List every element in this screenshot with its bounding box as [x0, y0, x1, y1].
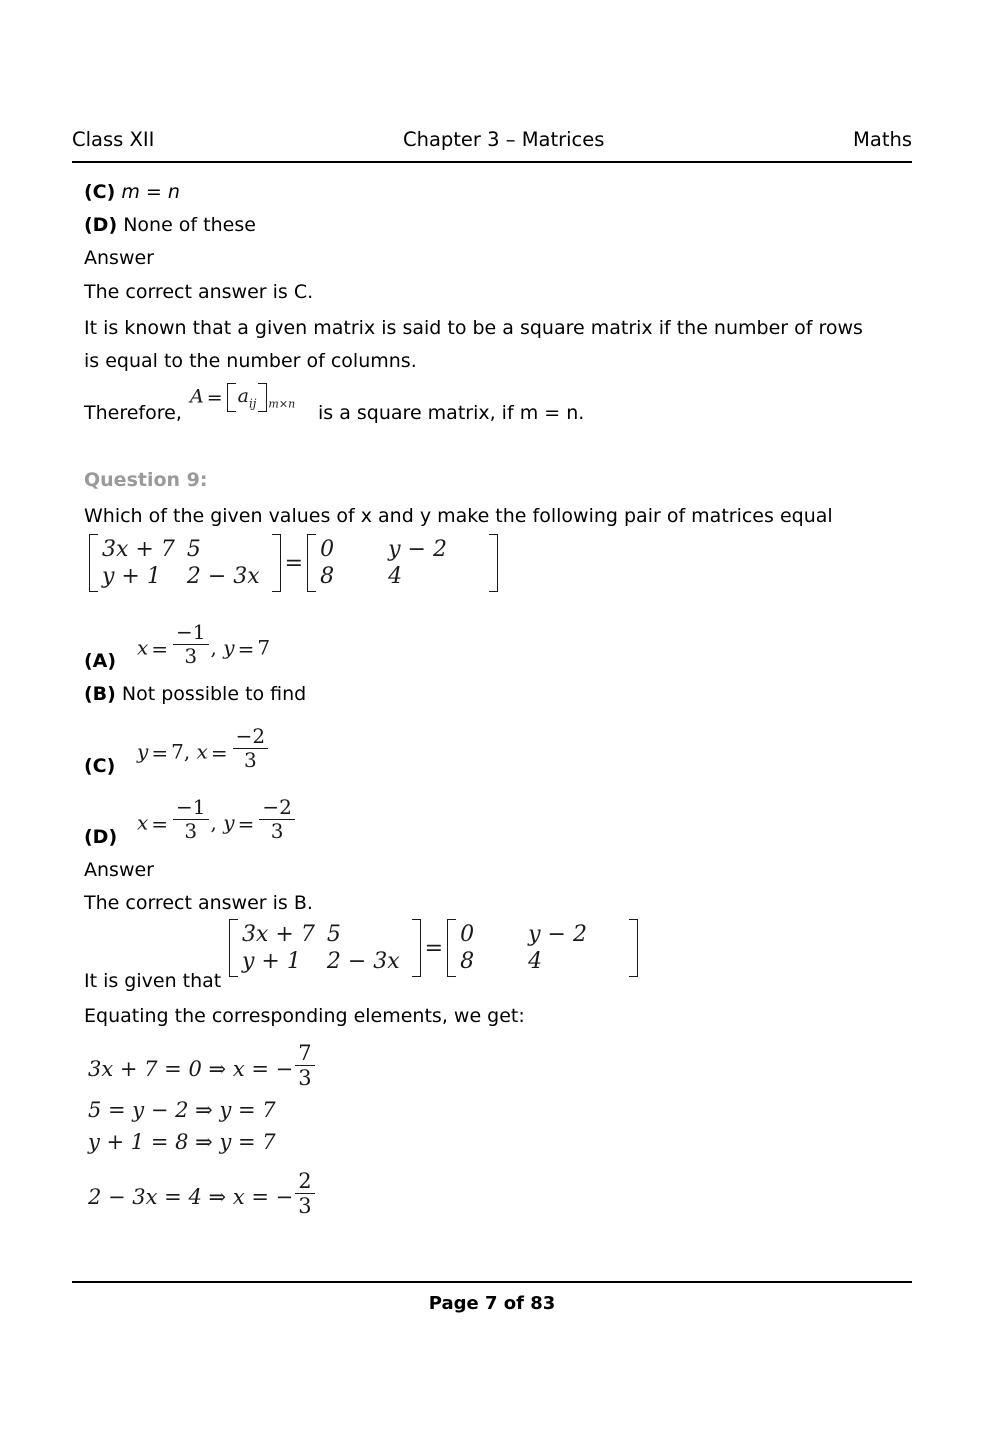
- matrix-cell: 5: [326, 922, 341, 947]
- opt-d-denx: 3: [184, 819, 198, 843]
- solution-equation-4: [88, 1170, 317, 1217]
- opt-c-den: 3: [243, 748, 257, 772]
- matrix-cell: y + 1: [242, 949, 301, 974]
- opt-c-fraction: [233, 726, 268, 771]
- header-class: Class XII: [72, 128, 155, 151]
- option-d-label-2: (D): [84, 826, 118, 848]
- eq2-arrow: ⇒: [195, 1098, 213, 1122]
- opt-c-yval: 7: [171, 739, 184, 764]
- solution-matrix-right: [447, 919, 638, 977]
- opt-c-eq1: =: [151, 741, 169, 766]
- header-chapter: Chapter 3 – Matrices: [402, 128, 605, 151]
- solution-equating-text: Equating the corresponding elements, we get:: [84, 1005, 525, 1027]
- formula-equals: =: [206, 386, 223, 409]
- eq2-rhs: y = 7: [219, 1098, 276, 1122]
- option-c-label: (C): [84, 181, 116, 203]
- eq3-lhs: y + 1 = 8: [88, 1130, 189, 1154]
- square-matrix-formula: [190, 383, 295, 412]
- therefore-prefix: Therefore,: [84, 402, 182, 424]
- formula-A: A: [190, 385, 204, 408]
- answer-label-1: Answer: [84, 247, 154, 269]
- option-c-text: m = n: [121, 181, 180, 203]
- eq4-arrow: ⇒: [208, 1185, 227, 1210]
- correct-answer-c: The correct answer is C.: [84, 281, 314, 303]
- opt-a-eq1: =: [151, 637, 169, 662]
- opt-a-eq2: =: [237, 637, 255, 662]
- eq1-den: 3: [298, 1066, 312, 1091]
- formula-bracket: [227, 383, 268, 412]
- matrix-cell: 3x + 7: [102, 537, 175, 562]
- matrix-cell: 2 − 3x: [326, 949, 400, 974]
- formula-entry-subscript: ij: [248, 396, 257, 411]
- question-option-a-label: [84, 648, 116, 674]
- therefore-line: [84, 400, 182, 426]
- therefore-suffix: is a square matrix, if m = n.: [318, 402, 585, 424]
- opt-d-x: x: [137, 810, 149, 835]
- opt-a-den: 3: [184, 644, 198, 668]
- eq2-lhs: 5 = y − 2: [88, 1098, 189, 1122]
- eq3-arrow: ⇒: [195, 1130, 213, 1154]
- option-d-text: None of these: [123, 214, 256, 236]
- question-option-c-label: [84, 753, 115, 779]
- eq1-fraction: [295, 1042, 314, 1089]
- matrix-cell: y − 2: [388, 537, 447, 562]
- matrix-cell: 0: [460, 922, 475, 947]
- opt-a-yval: 7: [257, 635, 271, 660]
- question-matrix-right: [307, 534, 498, 592]
- eq1-rhs: x = −: [232, 1057, 294, 1082]
- footer-divider: [72, 1281, 912, 1283]
- question-option-c-value: [137, 726, 270, 771]
- matrix-cell: 8: [320, 564, 335, 589]
- header-subject: Maths: [853, 128, 912, 151]
- eq1-lhs: 3x + 7 = 0: [88, 1057, 202, 1082]
- matrix-cell: 8: [460, 949, 475, 974]
- opt-a-num: −1: [173, 622, 208, 645]
- question-matrix-equation: [88, 534, 499, 592]
- formula-entry: a: [237, 385, 249, 407]
- opt-d-eq1: =: [151, 812, 169, 837]
- opt-a-y: y: [223, 635, 235, 660]
- option-c-label-2: (C): [84, 755, 116, 777]
- opt-c-eq2: =: [210, 741, 228, 766]
- opt-c-comma: ,: [183, 739, 197, 764]
- opt-d-numx: −1: [173, 797, 208, 820]
- question-option-b: [84, 681, 306, 707]
- option-b-text: Not possible to find: [121, 683, 307, 705]
- opt-d-fraction-y: [259, 797, 294, 842]
- opt-d-comma: ,: [210, 810, 224, 835]
- header-divider: [72, 161, 912, 163]
- opt-d-eq2: =: [237, 812, 255, 837]
- opt-d-deny: 3: [270, 819, 284, 843]
- eq4-fraction: [295, 1170, 314, 1217]
- eq3-rhs: y = 7: [219, 1130, 276, 1154]
- opt-a-comma: ,: [210, 635, 224, 660]
- eq4-rhs: x = −: [232, 1185, 294, 1210]
- solution-equation-2: [88, 1098, 276, 1122]
- matrix-cell: 0: [320, 537, 335, 562]
- option-b-label: (B): [84, 683, 116, 705]
- solution-equation-3: [88, 1130, 276, 1154]
- solution-equation-1: [88, 1042, 317, 1089]
- eq4-lhs: 2 − 3x = 4: [88, 1185, 202, 1210]
- question-heading: Question 9:: [84, 469, 208, 491]
- option-c-line: [84, 179, 180, 205]
- question-matrix-left: [89, 534, 281, 592]
- matrix-cell: 3x + 7: [242, 922, 315, 947]
- question-option-d-value: [137, 797, 297, 842]
- option-d-label: (D): [84, 214, 118, 236]
- matrix-cell: 5: [186, 537, 201, 562]
- solution-correct-answer: The correct answer is B.: [84, 892, 313, 914]
- matrix-cell: 4: [388, 564, 403, 589]
- matrix-cell: 2 − 3x: [186, 564, 260, 589]
- eq1-num: 7: [295, 1042, 314, 1066]
- question-matrix-operator: =: [284, 550, 304, 576]
- page-header: [72, 128, 912, 151]
- opt-c-x: x: [196, 739, 208, 764]
- question-option-a-value: [137, 622, 270, 667]
- matrix-cell: y − 2: [528, 922, 587, 947]
- solution-matrix-equation: [228, 919, 639, 977]
- opt-c-y: y: [137, 739, 149, 764]
- question-option-d-label: [84, 824, 117, 850]
- solution-matrix-operator: =: [424, 935, 444, 961]
- opt-d-numy: −2: [259, 797, 294, 820]
- explanation-paragraph: It is known that a given matrix is said to be a square matrix if the number of rows is equal to the number of columns.: [84, 317, 863, 372]
- solution-answer-label: Answer: [84, 859, 154, 881]
- matrix-cell: 4: [528, 949, 543, 974]
- solution-matrix-left: [229, 919, 421, 977]
- opt-d-y: y: [223, 810, 235, 835]
- footer-page-number: Page 7 of 83: [428, 1293, 556, 1314]
- opt-a-fraction: [173, 622, 208, 667]
- option-d-line: [84, 212, 256, 238]
- option-a-label: (A): [84, 650, 117, 672]
- eq1-arrow: ⇒: [208, 1057, 227, 1082]
- eq4-den: 3: [298, 1194, 312, 1219]
- eq4-num: 2: [295, 1170, 314, 1194]
- solution-given-prefix: It is given that: [84, 970, 222, 992]
- question-prompt: Which of the given values of x and y make the following pair of matrices equal: [84, 505, 833, 527]
- opt-c-num: −2: [233, 726, 268, 749]
- matrix-cell: y + 1: [102, 564, 161, 589]
- opt-a-x: x: [137, 635, 149, 660]
- opt-d-fraction-x: [173, 797, 208, 842]
- formula-dimension-subscript: m×n: [268, 397, 296, 411]
